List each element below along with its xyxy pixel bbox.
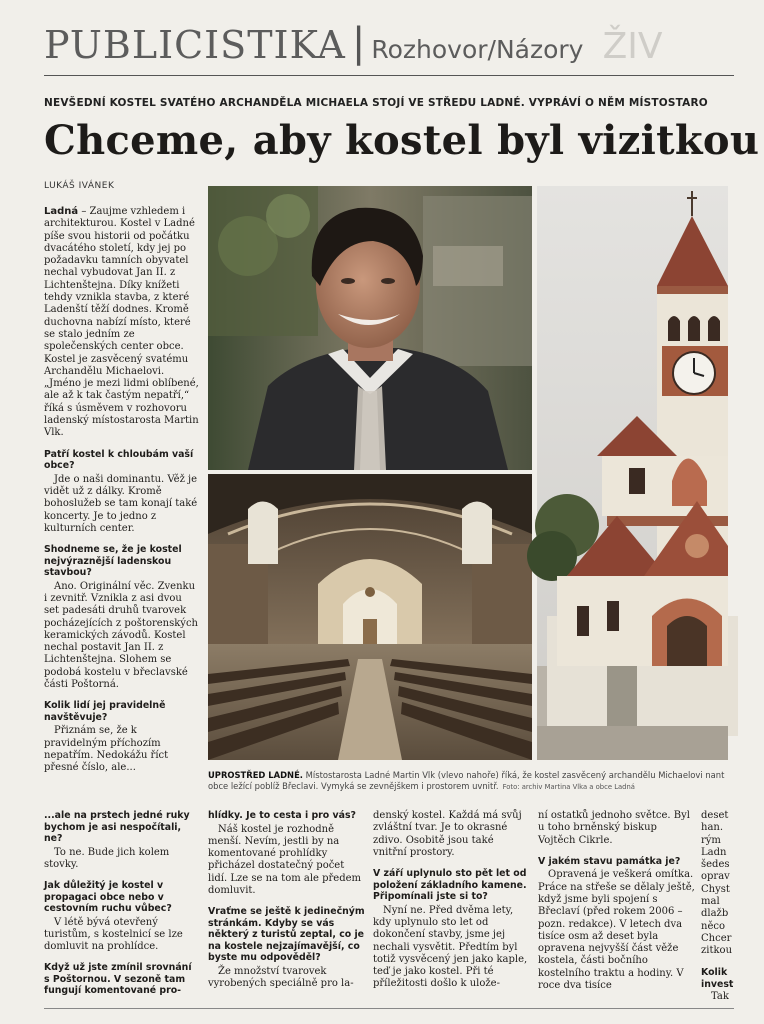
cut-line: dlažb [701,908,729,920]
kicker: NEVŠEDNÍ KOSTEL SVATÉHO ARCHANDĚLA MICHAELA STOJÍ VE STŘEDU LADNÉ. VYPRÁVÍ O NĚM MÍSTOSTARO [44,97,708,109]
cut-line: rým [701,834,721,846]
answer: Že množství tvarovek vyrobených speciálně pro la- [208,965,354,990]
interior-photo [208,474,532,760]
answer: To ne. Bude jich kolem stovky. [44,846,170,870]
cut-line: mal [701,896,720,908]
answer: Nyní ne. Před dvěma lety, kdy uplynulo sto let od dokončení stavby, jsme jej nechali vysvětit. Předtím byl totiž vysvěcený jen jako kaple, teď je jako kostel. Při té příležitosti došlo k ulože- [373,904,528,990]
lead-place: Ladná [44,206,79,217]
question: Kolik lidí jej pravidelně navštěvuje? [44,700,166,723]
cut-line: deset [701,810,729,821]
question: Patří kostel k chloubám vaší obce? [44,448,194,472]
question: ...ale na prstech jedné ruky bychom je asi nespočítali, ne? [44,810,190,844]
photo-caption [208,770,733,793]
question: V jakém stavu památka je? [538,855,681,867]
question: Když už jste zmínil srovnání s Poštornou. V sezoně tam fungují komentované pro- [44,962,192,997]
cut-line: Chcer [701,932,732,944]
article-column-3 [373,810,530,1000]
headline: Chceme, aby kostel byl vizitkou [44,117,760,164]
cut-line: Ladn [701,846,727,858]
section-title: PUBLICISTIKA [44,23,346,67]
cut-line: han. [701,822,724,834]
section-subtitle: Rozhovor/Názory [371,35,584,64]
question: Jak důležitý je kostel v propagaci obce nebo v cestovním ruchu vůbec? [44,880,172,915]
byline: LUKÁŠ IVÁNEK [44,181,115,191]
article-column-2 [208,810,365,999]
header-rule [44,75,734,76]
cut-line: oprav [701,871,730,883]
question: V září uplynulo sto pět let od položení základního kamene. Připomínali jste si to? [373,868,527,903]
answer: Náš kostel je rozhodně menší. Nevím, jestli by na komentované prohlídky přicházel dostatečný počet lidí. Lze se na tom ale předem domluvit. [208,823,362,896]
answer: Jde o naši dominantu. Věž je vidět už z dálky. Kromě bohoslužeb se tam konají také koncerty. Je to jedno z kulturních center. [44,473,198,534]
interior-image [208,474,532,760]
lead-text: – Zaujme vzhledem i architekturou. Kostel v Ladné píše svou historii od počátku dvacátého století, kdy jej po požadavku tamních obyvatel nechal vybudovat Jan II. z Lichtenštejna. Díky knížeti tehdy vznikla stavba, z které Ladenští těží dodnes. Kromě duchovna nabízí místo, které se stalo jedním ze společenských center obce. Kostel je zasvěcený svatému Archandělu Michaelovi. „Jméno je mezi lidmi oblíbené, ale až k tak častým nepatří,“ říká s úsměvem v rozhovoru ladenský místostarosta Martin Vlk. [44,206,199,439]
portrait-photo [208,186,532,470]
bottom-rule [44,1008,734,1009]
answer: Opravená je veškerá omítka. Práce na střeše se dělaly ještě, když jsme byli spojení s Břeclaví (před rokem 2006 – pozn. redakce). V letech dva tisíce osm až deset byla opravena nejvyšší část věže kostela, části bočního kostelního traktu a hodiny. V roce dva tisíce [538,869,695,992]
answer: V létě bývá otevřený turistům, s kostelnicí se lze domluvit na prohlídce. [44,916,183,953]
cut-question-line: Kolik [701,966,728,978]
answer: ní ostatků jednoho světce. Byl u toho brněnský biskup Vojtěch Cikrle. [538,810,690,846]
cut-line: zitkou [701,945,733,957]
caption-label: UPROSTŘED LADNÉ. [208,770,303,780]
portrait-image [208,186,532,470]
answer: denský kostel. Každá má svůj zvláštní tvar. Je to okrasné zdivo. Osobitě jsou také vnitřní prostory. [373,810,522,858]
lead-paragraph [44,206,200,440]
caption-credit: Foto: archiv Martina Vlka a obce Ladná [502,783,635,791]
cut-line: něco [701,920,725,932]
cut-line: šedes [701,859,730,871]
question: Vraťme se ještě k jedinečným stránkám. Kdyby se vás některý z turistů zeptal, co je na kostele nejzajímavější, co byste mu odpověděl? [208,906,365,964]
exterior-image [537,186,728,760]
question: Shodneme se, že je kostel nejvýraznější ladenskou stavbou? [44,544,182,579]
answer: Přiznám se, že k pravidelným příchozím nepatřím. Nedokážu říct přesné číslo, ale... [44,725,169,774]
cut-question-line: invest [701,978,734,990]
article-column-1 [44,206,200,783]
article-column-5-cut [701,810,741,1003]
article-column-4 [538,810,695,1001]
cut-line: Tak [711,991,729,1003]
exterior-photo [537,186,728,760]
cut-line: Chyst [701,883,730,895]
section-ghost-text: ŽIV [602,26,663,67]
question: hlídky. Je to cesta i pro vás? [208,810,356,821]
section-header [44,22,744,74]
section-separator: | [351,20,366,66]
article-column-1-bottom [44,810,200,999]
answer: Ano. Originální věc. Zvenku i zevnitř. Vznikla z asi dvou set padesáti druhů tvarovek pocházejících z poštorenských keramických závodů. Kostel nechal postavit Jan II. z Lichtenštejna. Slohem se podobá kostelu v břeclavské části Poštorná. [44,580,198,690]
caption-text: Místostarosta Ladné Martin Vlk (vlevo nahoře) říká, že kostel zasvěcený archandělu Michaelovi nant obce ležící poblíž Břeclavi. Vymyká se zevnějškem i prostorem uvnitř. [208,770,725,791]
